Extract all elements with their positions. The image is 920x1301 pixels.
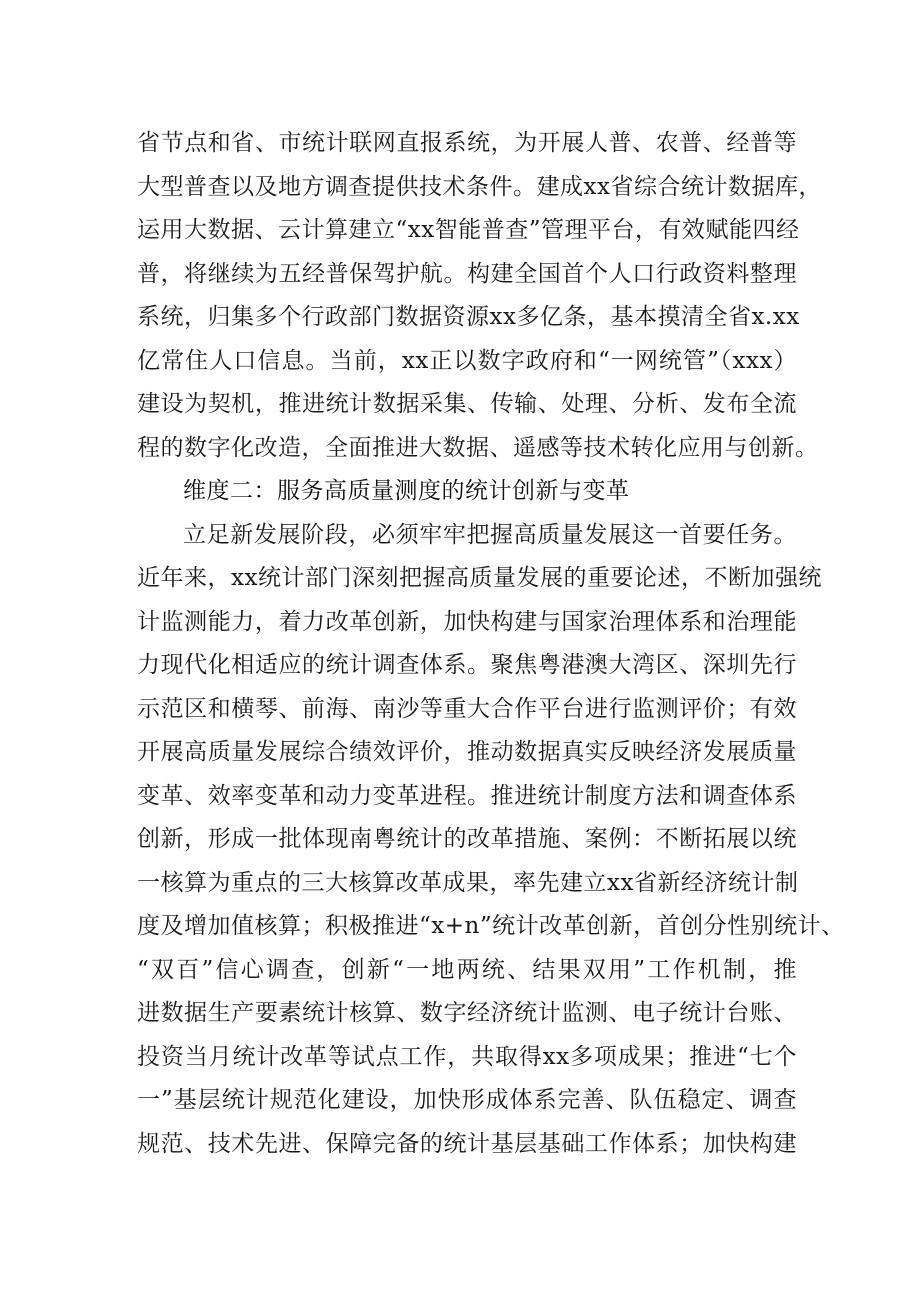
text-line: 示范区和横琴、前海、南沙等重大合作平台进行监测评价；有效	[137, 695, 797, 722]
text-line: 程的数字化改造，全面推进大数据、遥感等技术转化应用与创新。	[137, 434, 819, 461]
text-line: 一核算为重点的三大核算改革成果，率先建立xx省新经济统计制	[137, 869, 799, 896]
section-heading: 维度二：服务高质量测度的统计创新与变革	[183, 478, 630, 504]
text-line: 力现代化相适应的统计调查体系。聚焦粤港澳大湾区、深圳先行	[137, 652, 797, 678]
text-line: 规范、技术先进、保障完备的统计基层基础工作体系；加快构建	[137, 1130, 797, 1157]
text-line: 建设为契机，推进统计数据采集、传输、处理、分析、发布全流	[137, 391, 797, 417]
text-line: “双百”信心调查，创新“一地两统、结果双用”工作机制，推	[137, 956, 797, 983]
text-line: 立足新发展阶段，必须牢牢把握高质量发展这一首要任务。	[183, 521, 797, 548]
text-line: 计监测能力，着力改革创新，加快构建与国家治理体系和治理能	[137, 608, 797, 635]
text-line: 开展高质量发展综合绩效评价，推动数据真实反映经济发展质量	[137, 739, 797, 765]
text-line: 省节点和省、市统计联网直报系统，为开展人普、农普、经普等	[137, 130, 797, 156]
text-line: 亿常住人口信息。当前，xx正以数字政府和“一网统管”（xxx）	[137, 347, 797, 374]
text-line: 变革、效率变革和动力变革进程。推进统计制度方法和调查体系	[137, 782, 797, 809]
text-line: 进数据生产要素统计核算、数字经济统计监测、电子统计台账、	[137, 1000, 797, 1026]
document-body	[137, 122, 845, 1166]
text-line: 系统，归集多个行政部门数据资源xx多亿条，基本摸清全省x.xx	[137, 304, 800, 330]
text-line: 投资当月统计改革等试点工作，共取得xx多项成果；推进“七个	[137, 1043, 797, 1070]
text-line: 运用大数据、云计算建立“xx智能普查”管理平台，有效赋能四经	[137, 217, 800, 243]
text-line: 普，将继续为五经普保驾护航。构建全国首个人口行政资料整理	[137, 260, 797, 287]
paragraph-1	[137, 122, 822, 470]
text-line: 度及增加值核算；积极推进“x+n”统计改革创新，首创分性别统计、	[137, 913, 845, 939]
text-line: 一”基层统计规范化建设，加快形成体系完善、队伍稳定、调查	[137, 1087, 797, 1113]
text-line: 近年来，xx统计部门深刻把握高质量发展的重要论述，不断加强统	[137, 565, 822, 591]
paragraph-2	[137, 514, 845, 1167]
text-line: 创新，形成一批体现南粤统计的改革措施、案例：不断拓展以统	[137, 826, 797, 852]
text-line: 大型普查以及地方调查提供技术条件。建成xx省综合统计数据库，	[137, 173, 822, 200]
